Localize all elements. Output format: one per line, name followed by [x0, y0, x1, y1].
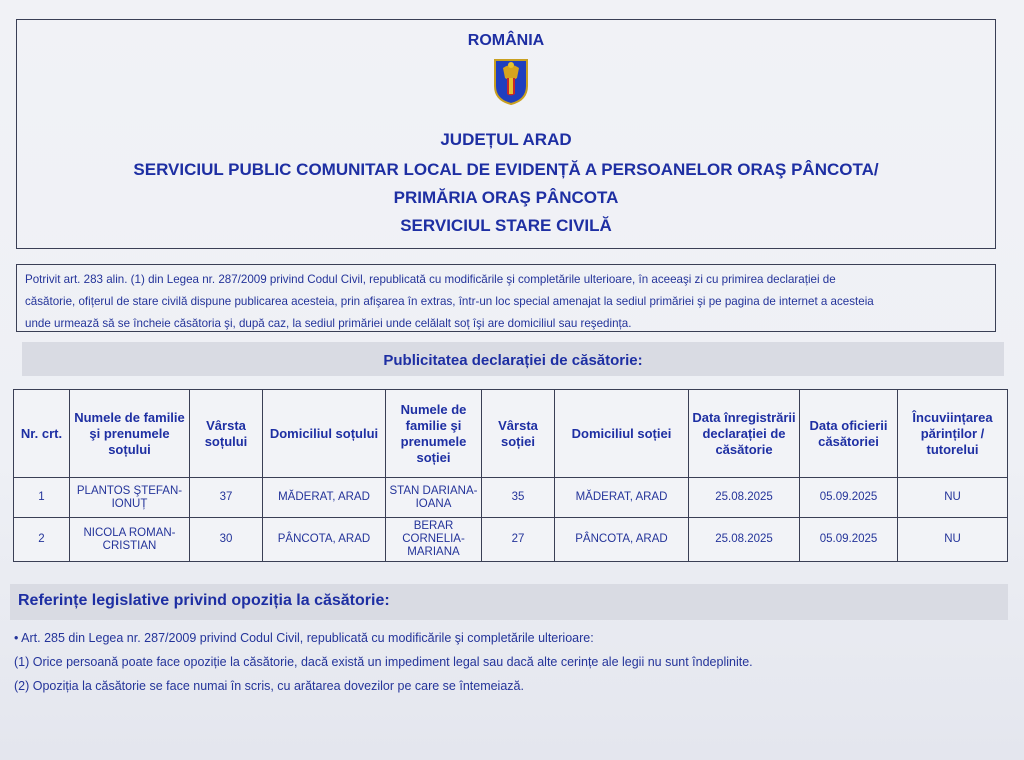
- legal-item-1: (1) Orice persoană poate face opoziție la căsătorie, dacă există un impediment legal sau dacă alte cerințe ale legii nu sunt îndeplinite.: [14, 655, 753, 669]
- intro-line-3: unde urmează să se încheie căsătoria şi, după caz, la sediul primăriei unde celălalt soț îşi are domiciliul sau reşedința.: [25, 317, 632, 330]
- table-row: [14, 518, 1008, 562]
- legal-title: Referințe legislative privind opoziția la căsătorie:: [18, 592, 390, 609]
- header-box: [16, 19, 996, 249]
- table-cell: 05.09.2025: [800, 478, 898, 518]
- column-header: Numele de familie şi prenumele soțului: [70, 390, 190, 478]
- service-title-line2: PRIMĂRIA ORAŞ PÂNCOTA: [393, 188, 619, 207]
- column-header: Domiciliul soțului: [263, 390, 386, 478]
- table-cell: PÂNCOTA, ARAD: [263, 518, 386, 562]
- table-cell: BERAR CORNELIA-MARIANA: [386, 518, 482, 562]
- table-header-row: [14, 390, 1008, 478]
- romanian-coat-of-arms-icon: [491, 56, 531, 106]
- service-title-line3: SERVICIUL STARE CIVILĂ: [400, 216, 612, 235]
- county-title: JUDEȚUL ARAD: [440, 130, 572, 149]
- table-cell: 25.08.2025: [689, 478, 800, 518]
- intro-line-1: Potrivit art. 283 alin. (1) din Legea nr. 287/2009 privind Codul Civil, republicată cu modificările şi completările ulterioare, în aceeaşi zi cu primirea declarației de: [25, 273, 836, 286]
- legal-item-article: • Art. 285 din Legea nr. 287/2009 privind Codul Civil, republicată cu modificările şi completările ulterioare:: [14, 631, 594, 645]
- legal-item-2: (2) Opoziția la căsătorie se face numai în scris, cu arătarea dovezilor pe care se întemeiază.: [14, 679, 524, 693]
- column-header: Numele de familie şi prenumele soției: [386, 390, 482, 478]
- table-cell: PÂNCOTA, ARAD: [555, 518, 689, 562]
- column-header: Încuviințarea părinților / tutorelui: [898, 390, 1008, 478]
- intro-paragraph: [16, 264, 996, 332]
- column-header: Vârsta soțului: [190, 390, 263, 478]
- publication-table: [13, 389, 1008, 562]
- column-header: Data înregistrării declarației de căsătorie: [689, 390, 800, 478]
- table-cell: 1: [14, 478, 70, 518]
- table-cell: STAN DARIANA-IOANA: [386, 478, 482, 518]
- intro-line-2: căsătorie, ofițerul de stare civilă dispune publicarea acesteia, prin afişarea în extras, într-un loc special amenajat la sediul primăriei şi pe pagina de internet a acesteia: [25, 295, 874, 308]
- column-header: Nr. crt.: [14, 390, 70, 478]
- table-cell: MĂDERAT, ARAD: [263, 478, 386, 518]
- publication-title: Publicitatea declarației de căsătorie:: [383, 352, 643, 369]
- table-cell: PLANTOS ŞTEFAN-IONUȚ: [70, 478, 190, 518]
- table-cell: 35: [482, 478, 555, 518]
- column-header: Data oficierii căsătoriei: [800, 390, 898, 478]
- country-title: ROMÂNIA: [467, 32, 545, 49]
- table-cell: 30: [190, 518, 263, 562]
- table-cell: 37: [190, 478, 263, 518]
- column-header: Domiciliul soției: [555, 390, 689, 478]
- table-cell: MĂDERAT, ARAD: [555, 478, 689, 518]
- table-cell: 25.08.2025: [689, 518, 800, 562]
- column-header: Vârsta soției: [482, 390, 555, 478]
- table-cell: NICOLA ROMAN-CRISTIAN: [70, 518, 190, 562]
- table-cell: NU: [898, 478, 1008, 518]
- table-cell: 27: [482, 518, 555, 562]
- table-cell: 2: [14, 518, 70, 562]
- table-row: [14, 478, 1008, 518]
- table-cell: 05.09.2025: [800, 518, 898, 562]
- table-cell: NU: [898, 518, 1008, 562]
- service-title-line1: SERVICIUL PUBLIC COMUNITAR LOCAL DE EVIDENȚĂ A PERSOANELOR ORAŞ PÂNCOTA/: [133, 160, 879, 179]
